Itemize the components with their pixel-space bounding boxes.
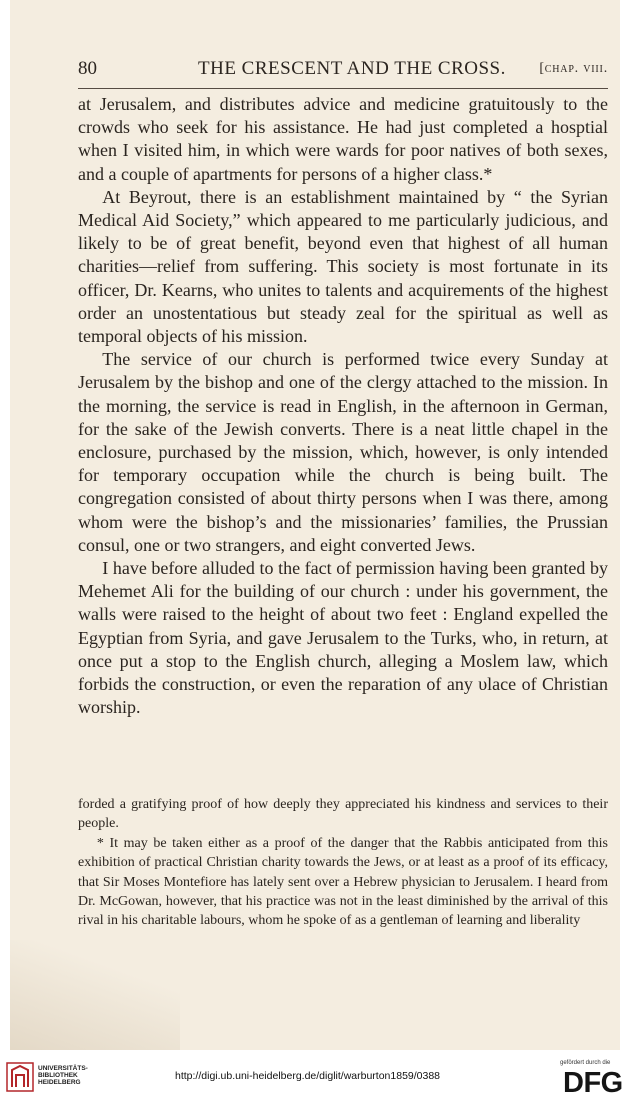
page-number: 80 xyxy=(78,58,97,79)
library-name-line: HEIDELBERG xyxy=(38,1079,81,1087)
paragraph: at Jerusalem, and distributes advice and medicine gratuitously to the crowds who seek for his assistance. He had just completed a hosptial when I visited him, in which were wards for poor natives of both sexes, and a couple of apartments for persons of a higher class.* xyxy=(78,94,608,184)
page-header xyxy=(78,58,608,86)
footnote: * It may be taken either as a proof of the danger that the Rabbis anticipated from this exhibition of practical Christian charity towards the Jews, or at least as a proof of its efficacy, that Sir Moses Montefiore has lately sent over a Hebrew physician to Jerusalem. I heard from Dr. McGowan, however, that his practice was not in the least diminished by the arrival of this rival in his charitable labours, whom he spoke of as a gentleman of learning and liberality xyxy=(78,835,608,929)
header-rule xyxy=(78,88,608,89)
digitization-footer xyxy=(0,1050,635,1104)
running-title: THE CRESCENT AND THE CROSS. xyxy=(198,58,506,79)
book-page xyxy=(10,0,620,1050)
footnote-continuation: forded a gratifying proof of how deeply they appreciated his kindness and services to their people. xyxy=(78,797,608,832)
library-name xyxy=(38,1065,118,1087)
main-text xyxy=(78,93,608,719)
library-name-line: UNIVERSITÄTS- xyxy=(38,1065,88,1072)
sponsor-text: gefördert durch die xyxy=(560,1060,611,1066)
footnotes xyxy=(78,795,608,931)
paragraph: At Beyrout, there is an establishment maintained by “ the Syrian Medical Aid Society,” which appeared to me particularly judicious, and likely to be of great benefit, beyond even that highest of all human charities—relief from suffering. This society is most fortunate in its officer, Dr. Kearns, who unites to talents and acquirements of the highest order an unostentatious but steady zeal for the spiritual as well as temporal objects of his mission. xyxy=(78,186,608,347)
dfg-logo-icon[interactable]: DFG xyxy=(563,1067,623,1099)
permalink-url[interactable]: http://digi.ub.uni-heidelberg.de/diglit/warburton1859/0388 xyxy=(175,1070,441,1082)
library-name-line: BIBLIOTHEK xyxy=(38,1072,78,1080)
paragraph: The service of our church is performed twice every Sunday at Jerusalem by the bishop and one of the clergy attached to the mission. In the morning, the service is read in English, in the afternoon in German, for the sake of the Jewish converts. There is a neat little chapel in the enclosure, purchased by the mission, which, however, is only intended for temporary occupation while the church is being built. The congregation consisted of about thirty persons when I was there, among whom were the bishop’s and the missionaries’ families, the Prussian consul, one or two strangers, and eight converted Jews. xyxy=(78,349,608,555)
paragraph: I have before alluded to the fact of permission having been granted by Mehemet Ali for the building of our church : under his government, the walls were raised to the height of about two feet : England expelled the Egyptian from Syria, and gave Jerusalem to the Turks, who, in return, at once put a stop to the English church, alleging a Moslem law, which forbids the construction, or even the reparation of any υlace of Christian worship. xyxy=(78,558,608,718)
library-logo-icon[interactable] xyxy=(6,1062,34,1092)
chapter-label: [chap. viii. xyxy=(539,61,608,76)
